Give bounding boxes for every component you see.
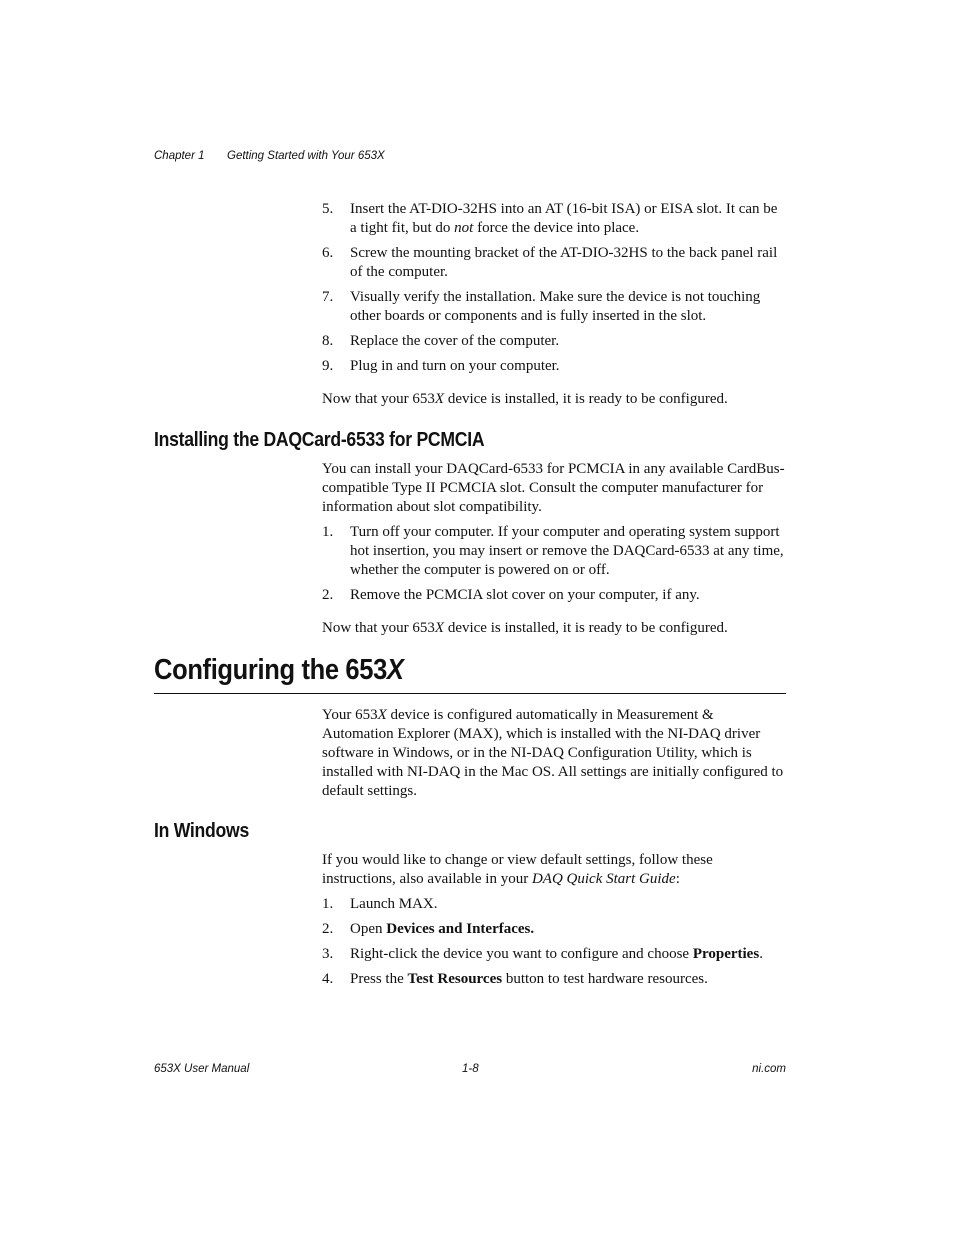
configuring-paragraph [322,706,787,801]
list-text: Insert the AT-DIO-32HS into an AT (16-bit ISA) or EISA slot. It can be a tight fit, but do [350,201,778,236]
pcmcia-block [322,460,787,611]
list-number: 2. [322,921,334,937]
list-item [322,332,787,351]
heading-emphasis: X [386,654,404,686]
emphasis-text: not [454,220,474,236]
list-number: 2. [322,587,334,603]
list-number: 9. [322,358,334,374]
list-text: Open [350,921,387,937]
configuring-heading [154,654,404,687]
paragraph-text: Your 653 [322,707,378,723]
running-head [154,150,385,162]
list-number: 1. [322,896,334,912]
ui-term: Test Resources [407,971,503,987]
list-text: Right-click the device you want to configure and choose [350,946,693,962]
list-number: 1. [322,524,334,540]
pcmcia-heading: Installing the DAQCard-6533 for PCMCIA [154,429,485,451]
note-text: Now that your 653 [322,391,435,407]
pcmcia-steps-list [322,523,787,605]
list-item [322,945,787,964]
list-text: Screw the mounting bracket of the AT-DIO-32HS to the back panel rail of the computer. [350,245,778,280]
note-text: Now that your 653 [322,620,435,636]
footer-website: ni.com [752,1063,786,1075]
list-item [322,244,787,282]
note-text: device is installed, it is ready to be configured. [444,620,728,636]
chapter-label: Chapter 1 [154,150,205,162]
paragraph-text: device is configured automatically in Measurement & Automation Explorer (MAX), which is installed with the NI-DAQ driver software in Windows, or in the NI-DAQ Configuration Utility, which is installed with NI-DAQ in the Mac OS. All settings are initially configured to default settings. [322,707,784,799]
emphasis-text: X [434,620,445,636]
list-text: Plug in and turn on your computer. [350,358,560,374]
note-text: device is installed, it is ready to be configured. [444,391,728,407]
list-item [322,970,787,989]
heading-text: Configuring the 653 [154,654,387,686]
emphasis-text: X [434,391,445,407]
windows-intro [322,851,787,889]
list-item [322,288,787,326]
list-text: Visually verify the installation. Make sure the device is not touching other boards or components and is fully inserted in the slot. [350,289,761,324]
list-item [322,920,787,939]
list-number: 4. [322,971,334,987]
list-text: . [759,946,763,962]
list-text: button to test hardware resources. [502,971,708,987]
list-number: 5. [322,201,334,217]
ready-note-2 [322,619,787,638]
ui-term: Properties [692,946,760,962]
ready-note-1 [322,390,787,409]
guide-title: DAQ Quick Start Guide [531,871,676,887]
intro-text: : [675,871,680,887]
windows-steps-list [322,895,787,989]
list-text: force the device into place. [473,220,640,236]
list-text: Replace the cover of the computer. [350,333,560,349]
list-item [322,895,787,914]
list-number: 7. [322,289,334,305]
list-text: Turn off your computer. If your computer and operating system support hot insertion, you may insert or remove the DAQCard-6533 at any time, whether the computer is powered on or off. [350,524,784,578]
list-item [322,523,787,580]
list-number: 6. [322,245,334,261]
emphasis-text: X [377,707,387,723]
list-text: Press the [350,971,408,987]
windows-heading: In Windows [154,820,249,842]
list-number: 3. [322,946,334,962]
list-text: Launch MAX. [350,896,438,912]
footer-page-number: 1-8 [462,1063,479,1075]
intro-text: If you would like to change or view default settings, follow these instructions, also available in your [322,852,713,887]
list-item [322,200,787,238]
list-item [322,357,787,376]
list-number: 8. [322,333,334,349]
pcmcia-intro: You can install your DAQCard-6533 for PCMCIA in any available CardBus-compatible Type II PCMCIA slot. Consult the computer manufacturer for information about slot compatibility. [322,461,785,515]
list-text: Remove the PCMCIA slot cover on your computer, if any. [350,587,700,603]
install-steps-list [322,200,787,376]
ui-term: Devices and Interfaces. [386,921,535,937]
windows-block [322,851,787,995]
install-steps-block [322,200,787,382]
list-item [322,586,787,605]
chapter-title: Getting Started with Your 653X [227,150,385,162]
heading-rule [154,693,786,694]
footer-manual-title: 653X User Manual [154,1063,250,1075]
